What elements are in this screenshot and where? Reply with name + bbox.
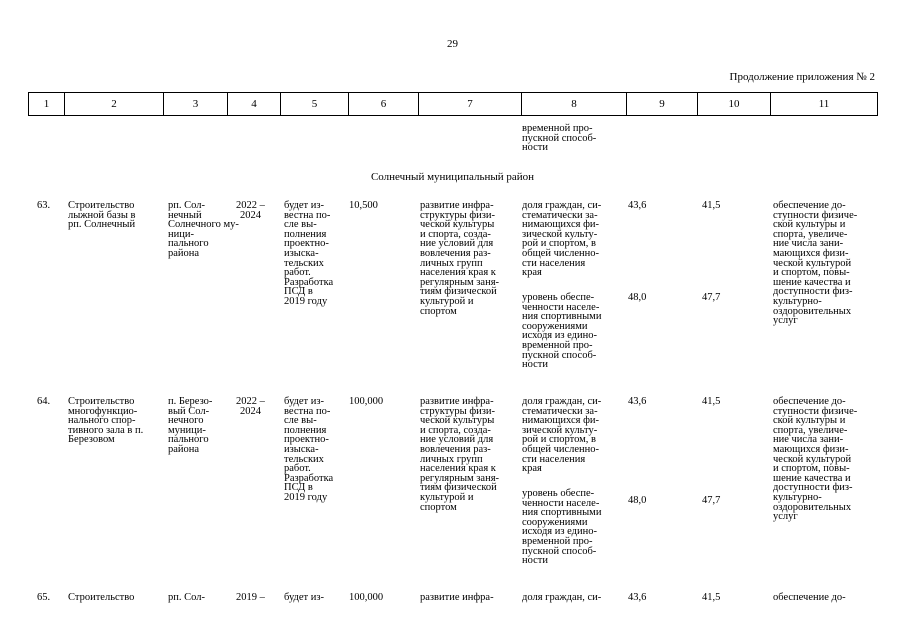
- page-number: 29: [447, 38, 458, 50]
- effect: обеспечение до- ступности физиче- ской культуры и спорта, увеличе- ние числа зани- мающихся физи- ческой культурой и спортом, повы- шение качества и доступности физ- культурно- оздоровительных услуг: [773, 396, 858, 523]
- goal: развитие инфра- структуры физи- ческой культуры и спорта, созда- ние условий для вовлечения раз- личных групп населения края к регулярным заня- тиям физической культурой и спортом: [420, 200, 500, 317]
- goal: развитие инфра-: [420, 592, 494, 603]
- indicator-1: доля граждан, си-: [522, 592, 602, 603]
- indicator-1-before: 43,6: [628, 396, 647, 407]
- indicator-1-after: 41,5: [702, 396, 721, 407]
- col-5-header: 5: [281, 93, 349, 116]
- row-number: 63.: [37, 200, 51, 211]
- indicator-2-before: 48,0: [628, 495, 647, 506]
- col-9-header: 9: [627, 93, 698, 116]
- location: п. Березо- вый Сол- нечного муници- пального района: [168, 396, 213, 455]
- object-name: Строительство: [68, 592, 135, 603]
- col-7-header: 7: [419, 93, 522, 116]
- col-2-header: 2: [65, 93, 164, 116]
- indicator-1-after: 41,5: [702, 200, 721, 211]
- capacity: 100,000: [349, 396, 384, 407]
- indicator-2: уровень обеспе- ченности населе- ния спортивными сооружениями исходя из едино- временной про- пускной способ- ности: [522, 292, 602, 371]
- years: 2022 – 2024: [236, 200, 265, 221]
- indicator-2: уровень обеспе- ченности населе- ния спортивными сооружениями исходя из едино- временной про- пускной способ- ности: [522, 488, 602, 567]
- object-name: Строительство лыжной базы в рп. Солнечный: [68, 200, 136, 231]
- indicator-1-after: 41,5: [702, 592, 721, 603]
- indicator-2-after: 47,7: [702, 292, 721, 303]
- col-11-header: 11: [771, 93, 878, 116]
- col-6-header: 6: [349, 93, 419, 116]
- col-8-header: 8: [522, 93, 627, 116]
- indicator-1: доля граждан, си- стематически за- нимающихся фи- зической культу- рой и спортом, в общей численно- сти населения края: [522, 396, 602, 475]
- section-title: Солнечный муниципальный район: [370, 171, 535, 183]
- column-number-header: [28, 92, 878, 116]
- effect: обеспечение до- ступности физиче- ской культуры и спорта, увеличе- ние числа зани- мающихся физи- ческой культурой и спортом, повы- шение качества и доступности физ- культурно- оздоровительных услуг: [773, 200, 858, 327]
- row-number: 64.: [37, 396, 51, 407]
- capacity: 10,500: [349, 200, 378, 211]
- years: 2019 –: [236, 592, 265, 603]
- appendix-title: Продолжение приложения № 2: [729, 71, 875, 83]
- indicator-1-before: 43,6: [628, 200, 647, 211]
- location: рп. Сол-: [168, 592, 205, 603]
- years: 2022 – 2024: [236, 396, 265, 417]
- effect: обеспечение до-: [773, 592, 846, 603]
- row-number: 65.: [37, 592, 51, 603]
- cost-note: будет из-: [284, 592, 325, 603]
- capacity: 100,000: [349, 592, 384, 603]
- indicator-1: доля граждан, си- стематически за- нимающихся фи- зической культу- рой и спортом, в общей численно- сти населения края: [522, 200, 602, 279]
- carryover-text: временной про- пускной способ- ности: [522, 123, 597, 154]
- object-name: Строительство многофункцио- нального спор- тивного зала в п. Березовом: [68, 396, 144, 446]
- cost-note: будет из- вестна по- сле вы- полнения проектно- изыска- тельских работ. Разработка ПСД в 2019 году: [284, 396, 334, 503]
- col-4-header: 4: [228, 93, 281, 116]
- col-10-header: 10: [698, 93, 771, 116]
- cost-note: будет из- вестна по- сле вы- полнения проектно- изыска- тельских работ. Разработка ПСД в 2019 году: [284, 200, 334, 307]
- col-3-header: 3: [164, 93, 228, 116]
- indicator-2-before: 48,0: [628, 292, 647, 303]
- location: рп. Сол- нечный Солнечного му- ници- пального района: [168, 200, 239, 259]
- goal: развитие инфра- структуры физи- ческой культуры и спорта, созда- ние условий для вовлечения раз- личных групп населения края к регулярным заня- тиям физической культурой и спортом: [420, 396, 500, 513]
- indicator-1-before: 43,6: [628, 592, 647, 603]
- col-1-header: 1: [29, 93, 65, 116]
- indicator-2-after: 47,7: [702, 495, 721, 506]
